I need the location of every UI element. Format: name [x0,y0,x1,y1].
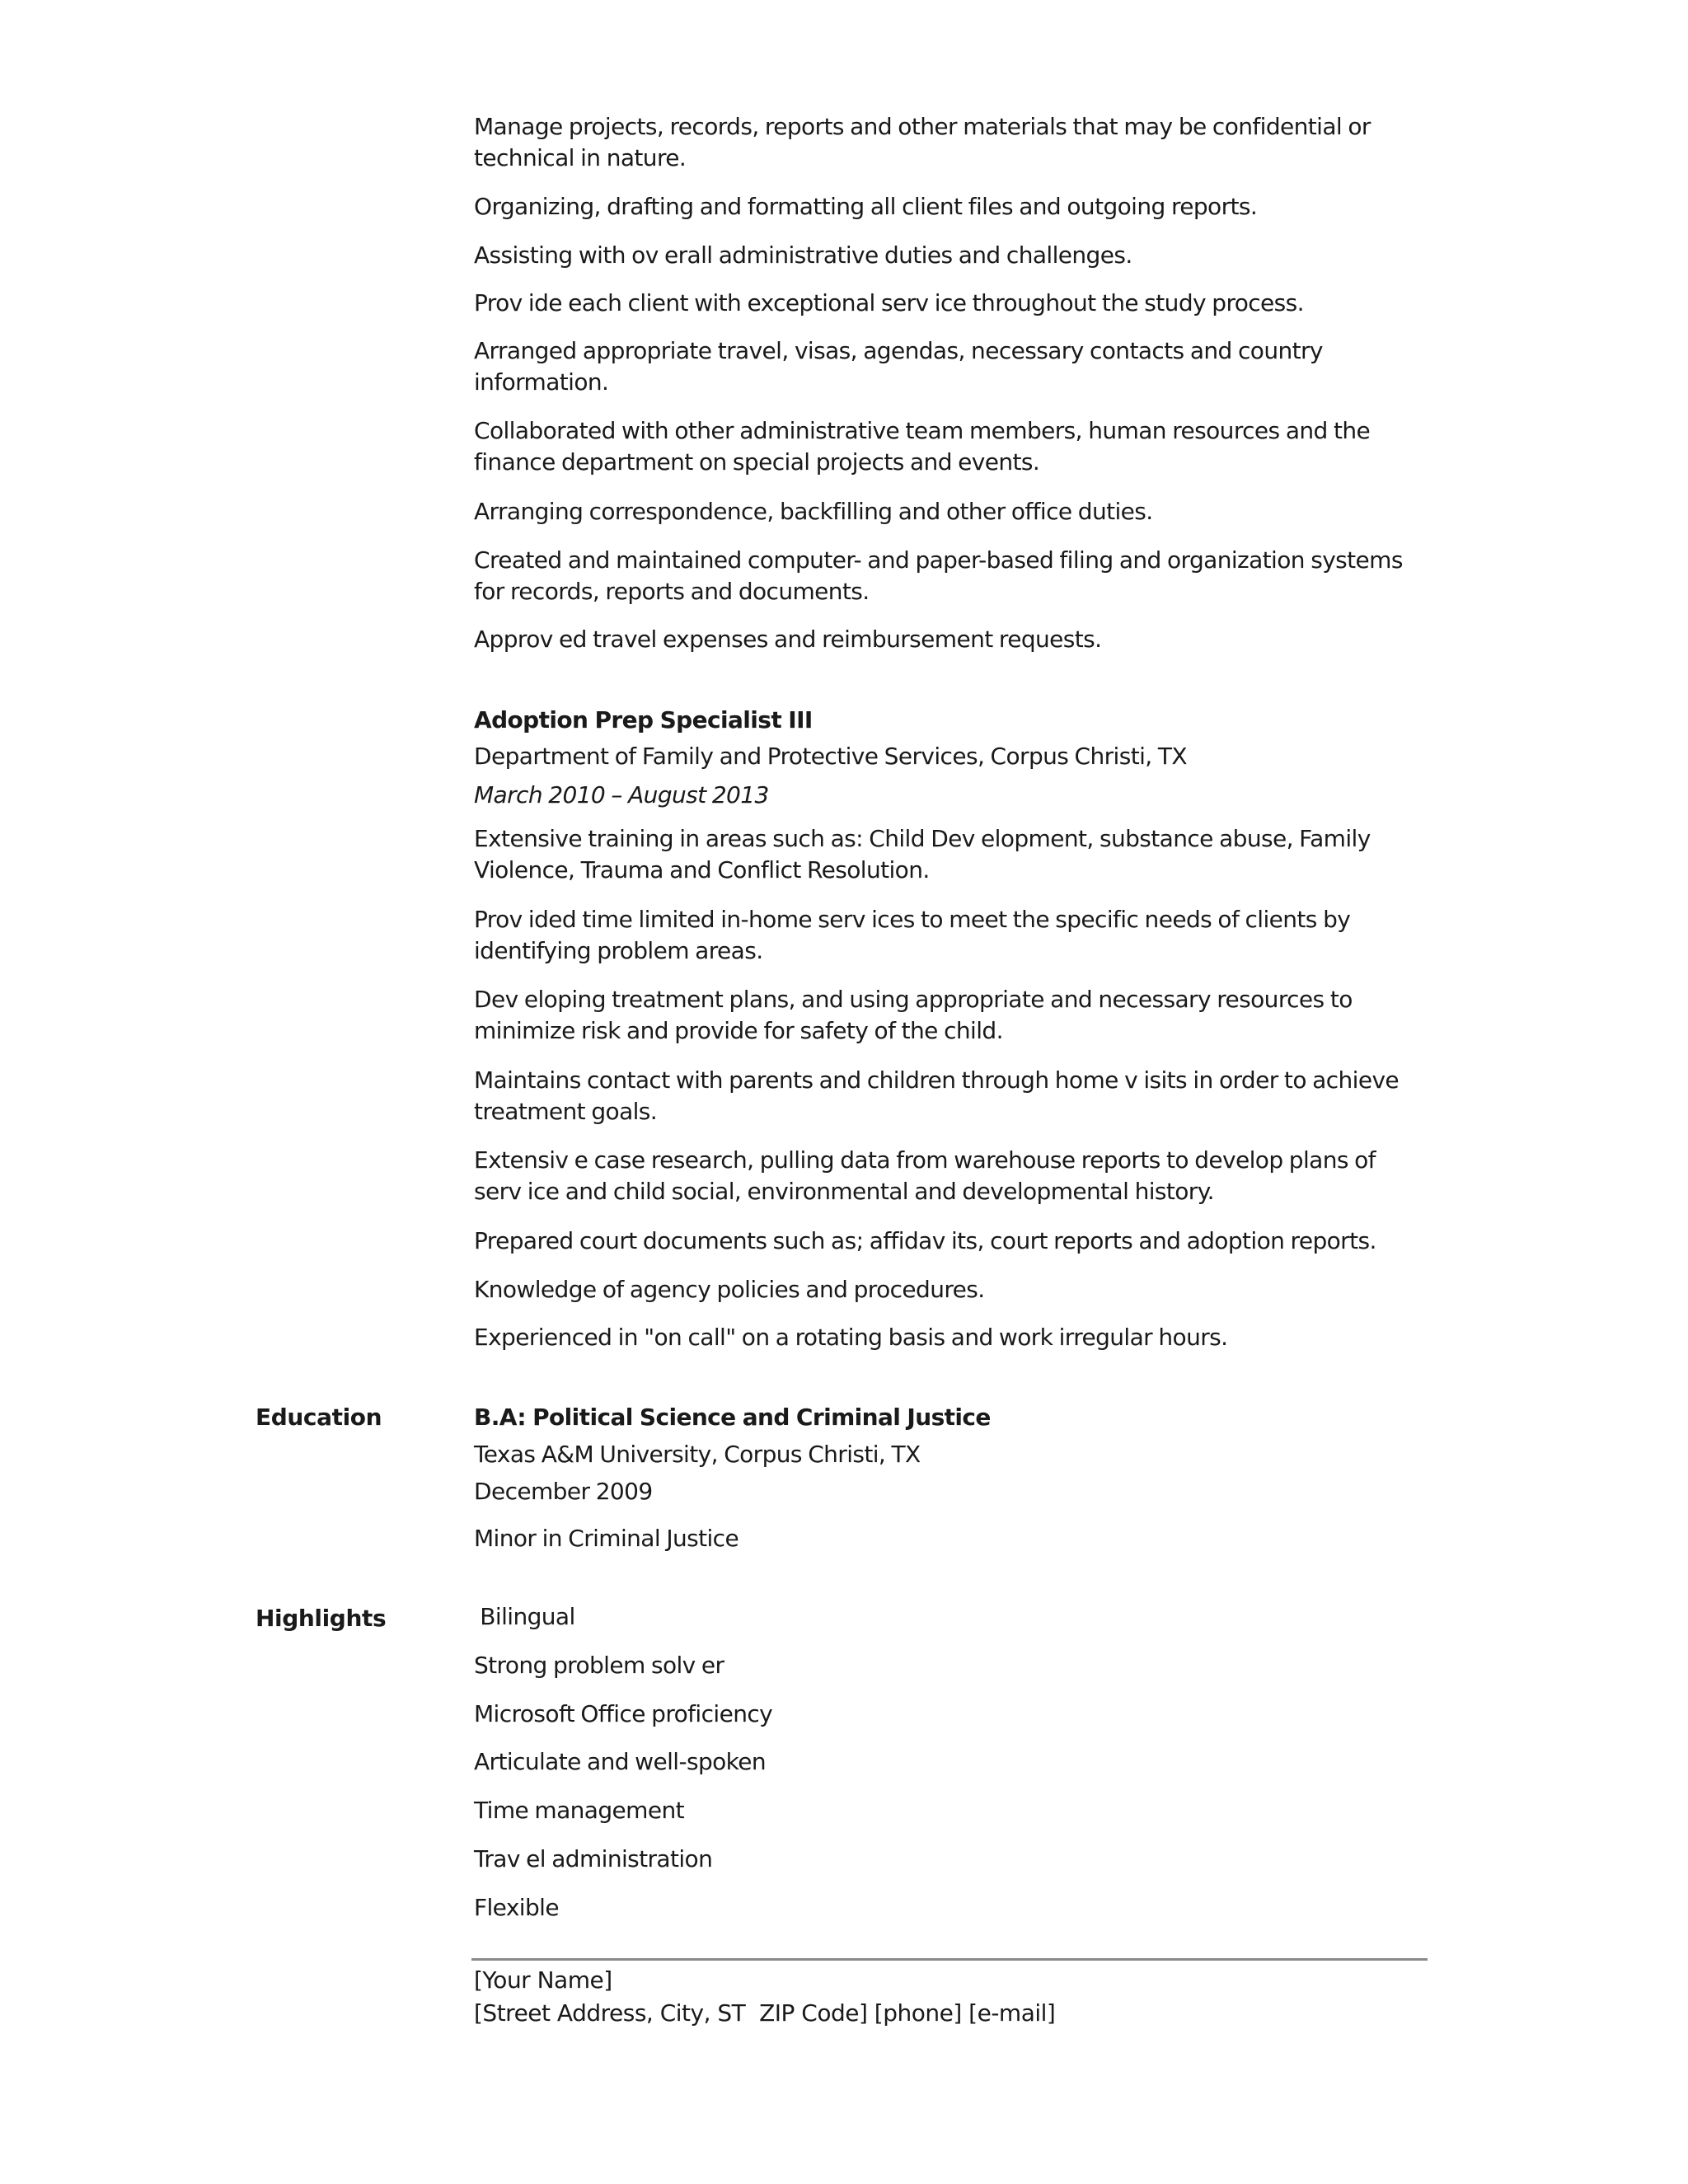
education-school: Texas A&M University, Corpus Christi, TX [474,1441,921,1468]
footer-address: [Street Address, City, ST ZIP Code] [phone] [e-mail] [474,1999,1056,2027]
experience-bullet: Manage projects, records, reports and other materials that may be confidential or technical in nature. [474,113,1371,171]
job-title: Adoption Prep Specialist III [474,706,813,733]
highlight-item: Time management [474,1797,684,1824]
experience-bullet: Approv ed travel expenses and reimbursement requests. [474,626,1102,653]
experience-bullet: Assisting with ov erall administrative duties and challenges. [474,241,1132,269]
highlight-item: Strong problem solv er [474,1652,724,1679]
footer-divider [471,1958,1428,1961]
experience-bullet: Organizing, drafting and formatting all client files and outgoing reports. [474,193,1258,220]
highlight-item: Articulate and well-spoken [474,1748,767,1775]
experience-bullet: Collaborated with other administrative team members, human resources and the finance department on special projects and events. [474,417,1371,476]
job-employer: Department of Family and Protective Services, Corpus Christi, TX [474,743,1187,770]
highlight-item: Trav el administration [474,1845,713,1872]
job-bullet: Maintains contact with parents and children through home v isits in order to achieve treatment goals. [474,1066,1400,1125]
job-bullet: Prov ided time limited in-home serv ices to meet the specific needs of clients by identifying problem areas. [474,906,1351,964]
job-bullet: Extensiv e case research, pulling data from warehouse reports to develop plans of serv ice and child social, environmental and developmental history. [474,1146,1376,1205]
highlights-label: Highlights [256,1605,387,1632]
highlight-item: Bilingual [474,1603,575,1630]
education-minor: Minor in Criminal Justice [474,1525,739,1552]
experience-bullet: Arranged appropriate travel, visas, agendas, necessary contacts and country information. [474,337,1323,396]
job-bullet: Prepared court documents such as; affidav its, court reports and adoption reports. [474,1227,1376,1254]
highlight-item: Flexible [474,1894,559,1921]
job-bullet: Dev eloping treatment plans, and using appropriate and necessary resources to minimize risk and provide for safety of the child. [474,986,1353,1044]
job-bullet: Experienced in "on call" on a rotating basis and work irregular hours. [474,1324,1228,1351]
footer-name: [Your Name] [474,1966,612,1994]
footer [474,1964,1055,2030]
experience-bullet: Created and maintained computer- and paper-based filing and organization systems for records, reports and documents. [474,546,1403,605]
experience-bullet: Arranging correspondence, backfilling and other office duties. [474,498,1153,525]
job-bullet: Extensive training in areas such as: Child Dev elopment, substance abuse, Family Violence, Trauma and Conflict Resolution. [474,825,1371,883]
experience-bullet: Prov ide each client with exceptional serv ice throughout the study process. [474,289,1304,316]
education-date: December 2009 [474,1478,653,1505]
job-dates: March 2010 – August 2013 [474,781,769,808]
job-bullet: Knowledge of agency policies and procedures. [474,1276,985,1303]
highlight-item: Microsoft Office proficiency [474,1700,773,1727]
education-degree: B.A: Political Science and Criminal Justice [474,1404,991,1431]
education-label: Education [256,1404,382,1431]
